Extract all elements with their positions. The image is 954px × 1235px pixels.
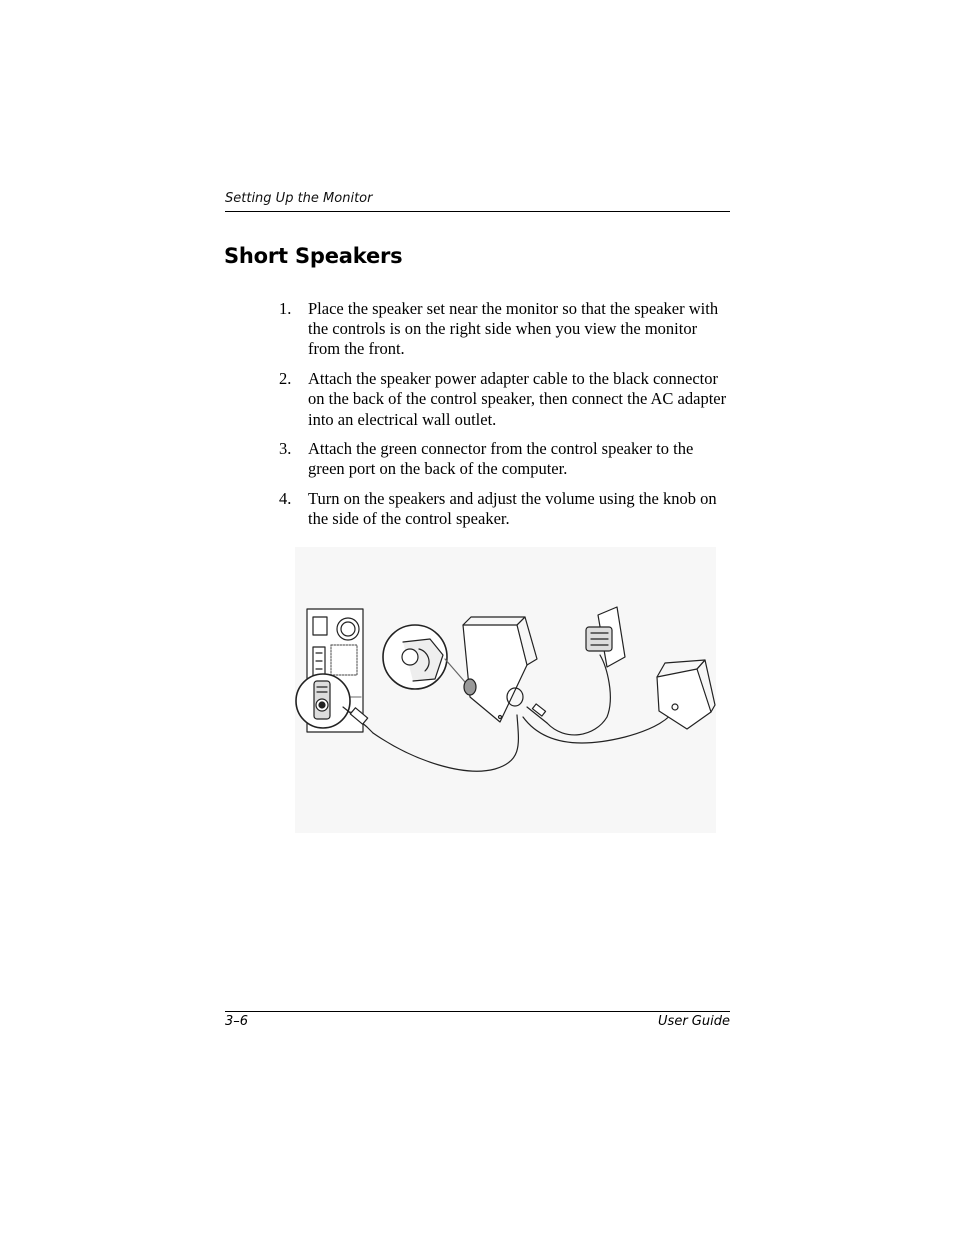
step-number: 3.: [279, 439, 292, 459]
steps-list: [279, 299, 731, 539]
step-item: [279, 369, 731, 430]
step-number: 4.: [279, 489, 292, 509]
step-text: Attach the speaker power adapter cable to the black connector on the back of the control speaker, then connect the AC adapter into an electrical wall outlet.: [308, 369, 727, 429]
step-item: [279, 489, 731, 529]
header-rule: [225, 211, 730, 212]
running-header: Setting Up the Monitor: [225, 191, 373, 206]
step-text: Turn on the speakers and adjust the volume using the knob on the side of the control speaker.: [308, 489, 717, 529]
footer-rule: [225, 1011, 730, 1012]
footer-doc-title: User Guide: [658, 1014, 730, 1029]
power-cable: [547, 655, 610, 735]
step-item: [279, 299, 731, 360]
step-number: 1.: [279, 299, 292, 318]
power-plug-icon: [527, 704, 547, 723]
ac-adapter-icon: [586, 627, 612, 651]
step-number: 2.: [279, 369, 292, 389]
step-text: Attach the green connector from the control speaker to the green port on the back of the computer.: [308, 439, 694, 479]
step-item: [279, 439, 731, 479]
speaker-connection-figure: [295, 547, 716, 833]
section-title: Short Speakers: [224, 244, 403, 268]
speaker-connection-illustration: [295, 547, 716, 833]
control-speaker-icon: [463, 617, 537, 722]
volume-knob-zoom-icon: [383, 625, 447, 689]
step-text: Place the speaker set near the monitor so that the speaker with the controls is on the right side when you view the monitor from the front.: [308, 299, 719, 359]
page-number: 3–6: [225, 1014, 249, 1029]
audio-cable: [373, 715, 518, 771]
audio-port-zoom-icon: [296, 674, 350, 728]
